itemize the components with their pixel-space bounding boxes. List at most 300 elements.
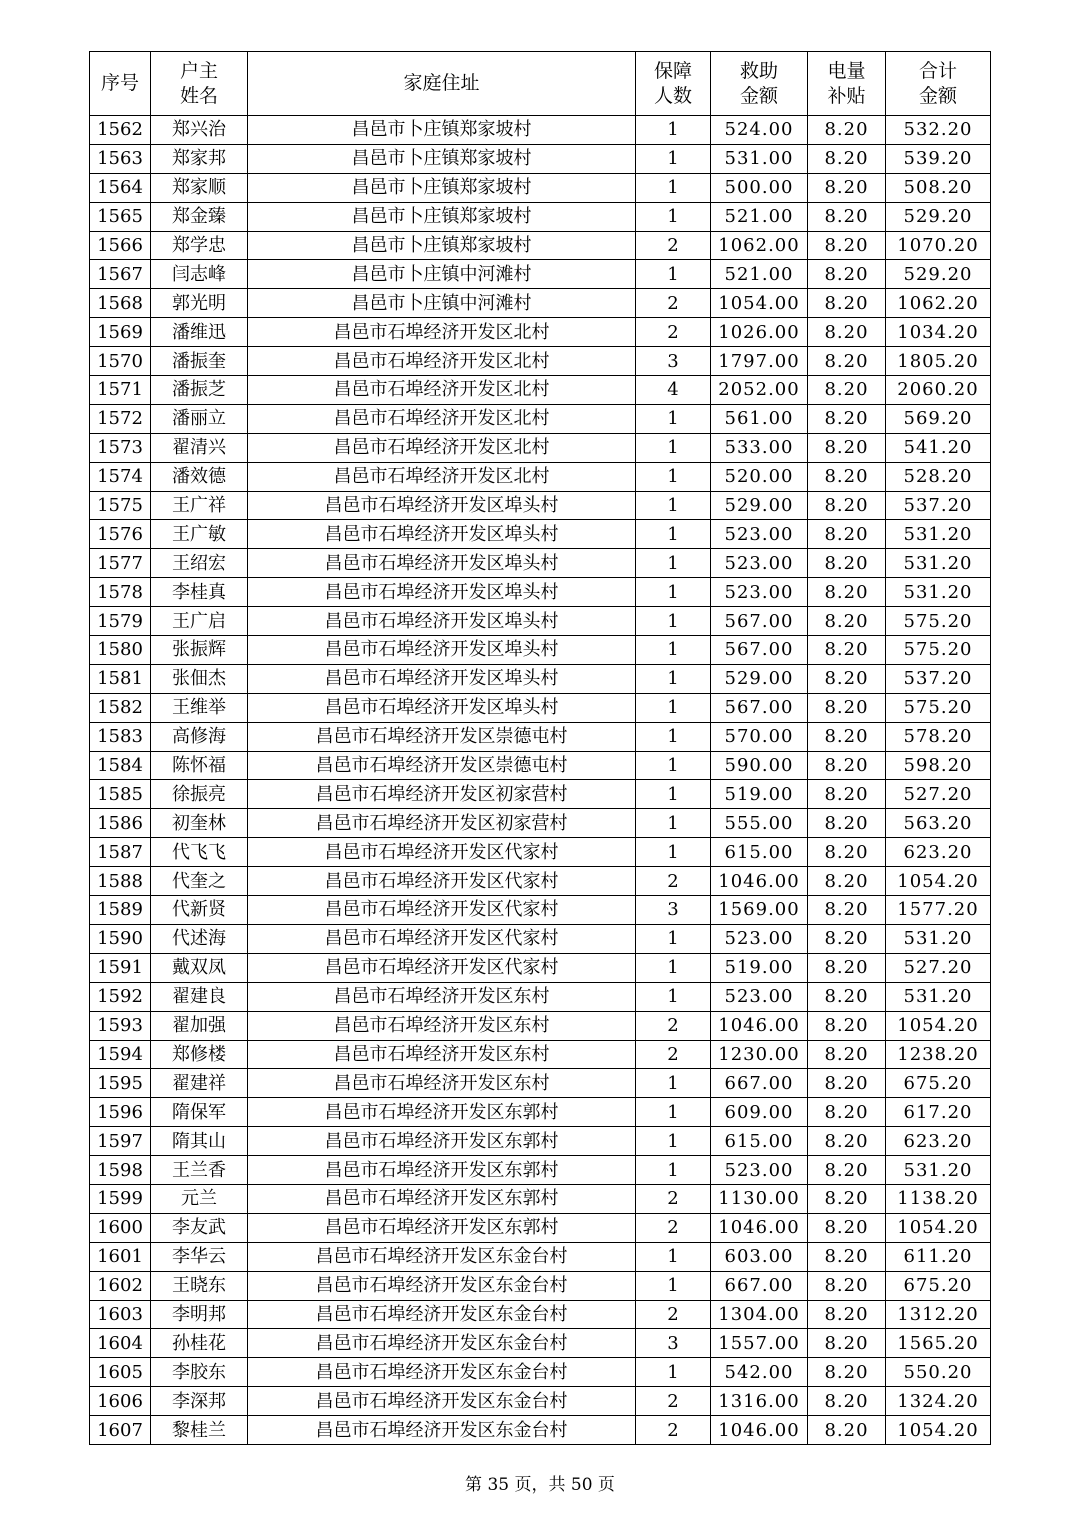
cell-persons: 1 <box>636 751 711 780</box>
cell-subsidy: 8.20 <box>808 1156 886 1185</box>
cell-name: 张振辉 <box>151 636 248 665</box>
cell-relief: 521.00 <box>711 260 808 289</box>
cell-address: 昌邑市石埠经济开发区东金台村 <box>248 1271 636 1300</box>
table-row <box>90 809 991 838</box>
table-row <box>90 1156 991 1185</box>
cell-subsidy: 8.20 <box>808 838 886 867</box>
cell-name: 王维举 <box>151 693 248 722</box>
cell-seq: 1601 <box>90 1242 151 1271</box>
cell-seq: 1583 <box>90 722 151 751</box>
cell-persons: 1 <box>636 809 711 838</box>
cell-subsidy: 8.20 <box>808 202 886 231</box>
cell-relief: 615.00 <box>711 838 808 867</box>
cell-persons: 1 <box>636 1271 711 1300</box>
cell-persons: 1 <box>636 838 711 867</box>
cell-address: 昌邑市卜庄镇郑家坡村 <box>248 116 636 145</box>
cell-relief: 523.00 <box>711 520 808 549</box>
cell-subsidy: 8.20 <box>808 1098 886 1127</box>
cell-persons: 2 <box>636 1387 711 1416</box>
cell-address: 昌邑市石埠经济开发区东村 <box>248 1069 636 1098</box>
table-row <box>90 578 991 607</box>
table-row <box>90 404 991 433</box>
cell-total: 529.20 <box>886 260 991 289</box>
cell-seq: 1599 <box>90 1184 151 1213</box>
cell-address: 昌邑市石埠经济开发区埠头村 <box>248 607 636 636</box>
cell-name: 李深邦 <box>151 1387 248 1416</box>
cell-subsidy: 8.20 <box>808 144 886 173</box>
cell-seq: 1568 <box>90 289 151 318</box>
cell-seq: 1569 <box>90 318 151 347</box>
cell-subsidy: 8.20 <box>808 318 886 347</box>
cell-address: 昌邑市石埠经济开发区东郭村 <box>248 1213 636 1242</box>
cell-seq: 1572 <box>90 404 151 433</box>
cell-relief: 1046.00 <box>711 1011 808 1040</box>
table-row <box>90 289 991 318</box>
cell-seq: 1573 <box>90 433 151 462</box>
cell-persons: 1 <box>636 202 711 231</box>
cell-subsidy: 8.20 <box>808 1387 886 1416</box>
cell-subsidy: 8.20 <box>808 347 886 376</box>
cell-persons: 1 <box>636 636 711 665</box>
header-address: 家庭住址 <box>248 52 636 116</box>
cell-name: 初奎林 <box>151 809 248 838</box>
header-seq: 序号 <box>90 52 151 116</box>
cell-name: 郭光明 <box>151 289 248 318</box>
cell-total: 532.20 <box>886 116 991 145</box>
cell-address: 昌邑市石埠经济开发区埠头村 <box>248 520 636 549</box>
cell-name: 王广敏 <box>151 520 248 549</box>
cell-total: 575.20 <box>886 636 991 665</box>
table-row <box>90 924 991 953</box>
cell-total: 527.20 <box>886 953 991 982</box>
cell-name: 潘丽立 <box>151 404 248 433</box>
cell-persons: 2 <box>636 318 711 347</box>
cell-total: 611.20 <box>886 1242 991 1271</box>
cell-address: 昌邑市石埠经济开发区代家村 <box>248 924 636 953</box>
cell-seq: 1596 <box>90 1098 151 1127</box>
table-row <box>90 1127 991 1156</box>
cell-seq: 1582 <box>90 693 151 722</box>
cell-relief: 521.00 <box>711 202 808 231</box>
cell-persons: 3 <box>636 896 711 925</box>
table-row <box>90 953 991 982</box>
cell-total: 1805.20 <box>886 347 991 376</box>
cell-seq: 1574 <box>90 462 151 491</box>
cell-seq: 1584 <box>90 751 151 780</box>
cell-total: 531.20 <box>886 1156 991 1185</box>
table-row <box>90 347 991 376</box>
cell-seq: 1598 <box>90 1156 151 1185</box>
cell-total: 1324.20 <box>886 1387 991 1416</box>
cell-relief: 523.00 <box>711 982 808 1011</box>
table-row <box>90 1213 991 1242</box>
cell-total: 578.20 <box>886 722 991 751</box>
cell-address: 昌邑市石埠经济开发区东郭村 <box>248 1184 636 1213</box>
cell-persons: 1 <box>636 982 711 1011</box>
table-row <box>90 1271 991 1300</box>
cell-total: 675.20 <box>886 1271 991 1300</box>
cell-total: 541.20 <box>886 433 991 462</box>
cell-name: 翟建良 <box>151 982 248 1011</box>
cell-name: 翟清兴 <box>151 433 248 462</box>
cell-address: 昌邑市石埠经济开发区东金台村 <box>248 1300 636 1329</box>
header-total: 合计 金额 <box>886 52 991 116</box>
cell-name: 戴双凤 <box>151 953 248 982</box>
cell-total: 1312.20 <box>886 1300 991 1329</box>
table-row <box>90 1358 991 1387</box>
cell-total: 1034.20 <box>886 318 991 347</box>
cell-subsidy: 8.20 <box>808 1358 886 1387</box>
cell-address: 昌邑市石埠经济开发区东金台村 <box>248 1416 636 1445</box>
cell-persons: 1 <box>636 1358 711 1387</box>
cell-name: 黎桂兰 <box>151 1416 248 1445</box>
table-row <box>90 1098 991 1127</box>
cell-address: 昌邑市石埠经济开发区埠头村 <box>248 693 636 722</box>
cell-persons: 1 <box>636 144 711 173</box>
cell-total: 531.20 <box>886 549 991 578</box>
table-row <box>90 520 991 549</box>
cell-relief: 615.00 <box>711 1127 808 1156</box>
cell-total: 531.20 <box>886 578 991 607</box>
cell-total: 527.20 <box>886 780 991 809</box>
cell-name: 郑金臻 <box>151 202 248 231</box>
cell-address: 昌邑市石埠经济开发区代家村 <box>248 867 636 896</box>
cell-relief: 561.00 <box>711 404 808 433</box>
cell-seq: 1600 <box>90 1213 151 1242</box>
cell-address: 昌邑市卜庄镇郑家坡村 <box>248 231 636 260</box>
cell-seq: 1593 <box>90 1011 151 1040</box>
cell-persons: 1 <box>636 173 711 202</box>
cell-persons: 1 <box>636 578 711 607</box>
cell-relief: 1316.00 <box>711 1387 808 1416</box>
cell-total: 575.20 <box>886 693 991 722</box>
cell-subsidy: 8.20 <box>808 607 886 636</box>
cell-name: 李桂真 <box>151 578 248 607</box>
cell-address: 昌邑市石埠经济开发区东金台村 <box>248 1358 636 1387</box>
cell-address: 昌邑市石埠经济开发区东村 <box>248 1040 636 1069</box>
cell-relief: 520.00 <box>711 462 808 491</box>
cell-name: 王晓东 <box>151 1271 248 1300</box>
cell-relief: 533.00 <box>711 433 808 462</box>
cell-seq: 1604 <box>90 1329 151 1358</box>
cell-relief: 1569.00 <box>711 896 808 925</box>
cell-seq: 1564 <box>90 173 151 202</box>
cell-subsidy: 8.20 <box>808 578 886 607</box>
cell-total: 529.20 <box>886 202 991 231</box>
cell-subsidy: 8.20 <box>808 664 886 693</box>
cell-total: 1062.20 <box>886 289 991 318</box>
cell-address: 昌邑市石埠经济开发区北村 <box>248 347 636 376</box>
cell-name: 王绍宏 <box>151 549 248 578</box>
cell-name: 李友武 <box>151 1213 248 1242</box>
table-row <box>90 1069 991 1098</box>
cell-relief: 1026.00 <box>711 318 808 347</box>
cell-name: 翟建祥 <box>151 1069 248 1098</box>
cell-name: 代飞飞 <box>151 838 248 867</box>
cell-relief: 500.00 <box>711 173 808 202</box>
cell-name: 元兰 <box>151 1184 248 1213</box>
header-name: 户主 姓名 <box>151 52 248 116</box>
cell-address: 昌邑市石埠经济开发区东村 <box>248 982 636 1011</box>
cell-address: 昌邑市石埠经济开发区埠头村 <box>248 636 636 665</box>
table-row <box>90 780 991 809</box>
cell-address: 昌邑市石埠经济开发区北村 <box>248 462 636 491</box>
table-row <box>90 636 991 665</box>
cell-persons: 1 <box>636 780 711 809</box>
cell-address: 昌邑市石埠经济开发区北村 <box>248 433 636 462</box>
cell-address: 昌邑市卜庄镇中河滩村 <box>248 289 636 318</box>
cell-address: 昌邑市石埠经济开发区崇德屯村 <box>248 751 636 780</box>
cell-subsidy: 8.20 <box>808 520 886 549</box>
cell-persons: 2 <box>636 1213 711 1242</box>
cell-total: 623.20 <box>886 838 991 867</box>
table-row <box>90 838 991 867</box>
cell-persons: 3 <box>636 347 711 376</box>
table-row <box>90 144 991 173</box>
cell-total: 1138.20 <box>886 1184 991 1213</box>
table-row <box>90 1387 991 1416</box>
cell-persons: 1 <box>636 1156 711 1185</box>
cell-relief: 523.00 <box>711 924 808 953</box>
cell-relief: 555.00 <box>711 809 808 838</box>
cell-name: 翟加强 <box>151 1011 248 1040</box>
cell-total: 1565.20 <box>886 1329 991 1358</box>
cell-subsidy: 8.20 <box>808 116 886 145</box>
cell-seq: 1563 <box>90 144 151 173</box>
cell-seq: 1597 <box>90 1127 151 1156</box>
table-row <box>90 896 991 925</box>
table-row <box>90 260 991 289</box>
table-row <box>90 1184 991 1213</box>
cell-name: 郑家顺 <box>151 173 248 202</box>
cell-subsidy: 8.20 <box>808 1127 886 1156</box>
cell-persons: 1 <box>636 549 711 578</box>
cell-persons: 1 <box>636 722 711 751</box>
table-row <box>90 549 991 578</box>
cell-subsidy: 8.20 <box>808 809 886 838</box>
cell-name: 郑家邦 <box>151 144 248 173</box>
cell-persons: 1 <box>636 520 711 549</box>
cell-total: 623.20 <box>886 1127 991 1156</box>
cell-name: 王兰香 <box>151 1156 248 1185</box>
cell-relief: 1062.00 <box>711 231 808 260</box>
cell-relief: 524.00 <box>711 116 808 145</box>
cell-relief: 542.00 <box>711 1358 808 1387</box>
cell-total: 531.20 <box>886 520 991 549</box>
cell-total: 1070.20 <box>886 231 991 260</box>
cell-subsidy: 8.20 <box>808 722 886 751</box>
cell-name: 徐振亮 <box>151 780 248 809</box>
cell-address: 昌邑市石埠经济开发区初家营村 <box>248 809 636 838</box>
cell-relief: 523.00 <box>711 578 808 607</box>
table-row <box>90 1300 991 1329</box>
cell-persons: 2 <box>636 867 711 896</box>
table-row <box>90 231 991 260</box>
cell-name: 代述海 <box>151 924 248 953</box>
cell-address: 昌邑市石埠经济开发区东金台村 <box>248 1329 636 1358</box>
cell-relief: 1130.00 <box>711 1184 808 1213</box>
cell-total: 1054.20 <box>886 867 991 896</box>
cell-seq: 1565 <box>90 202 151 231</box>
table-row <box>90 462 991 491</box>
cell-total: 1054.20 <box>886 1416 991 1445</box>
cell-address: 昌邑市石埠经济开发区代家村 <box>248 838 636 867</box>
cell-name: 李明邦 <box>151 1300 248 1329</box>
table-row <box>90 982 991 1011</box>
cell-subsidy: 8.20 <box>808 549 886 578</box>
cell-seq: 1586 <box>90 809 151 838</box>
cell-relief: 609.00 <box>711 1098 808 1127</box>
table-row <box>90 1242 991 1271</box>
cell-name: 潘维迅 <box>151 318 248 347</box>
cell-subsidy: 8.20 <box>808 780 886 809</box>
cell-total: 508.20 <box>886 173 991 202</box>
cell-relief: 2052.00 <box>711 376 808 405</box>
header-persons: 保障 人数 <box>636 52 711 116</box>
cell-total: 550.20 <box>886 1358 991 1387</box>
cell-persons: 2 <box>636 1300 711 1329</box>
cell-name: 隋其山 <box>151 1127 248 1156</box>
cell-subsidy: 8.20 <box>808 953 886 982</box>
cell-name: 孙桂花 <box>151 1329 248 1358</box>
cell-seq: 1587 <box>90 838 151 867</box>
cell-name: 闫志峰 <box>151 260 248 289</box>
cell-name: 李华云 <box>151 1242 248 1271</box>
cell-persons: 2 <box>636 1011 711 1040</box>
cell-seq: 1607 <box>90 1416 151 1445</box>
cell-subsidy: 8.20 <box>808 491 886 520</box>
cell-address: 昌邑市石埠经济开发区崇德屯村 <box>248 722 636 751</box>
cell-total: 569.20 <box>886 404 991 433</box>
cell-relief: 590.00 <box>711 751 808 780</box>
cell-subsidy: 8.20 <box>808 462 886 491</box>
cell-relief: 1557.00 <box>711 1329 808 1358</box>
cell-seq: 1606 <box>90 1387 151 1416</box>
table-row <box>90 116 991 145</box>
table-row <box>90 664 991 693</box>
cell-name: 王广启 <box>151 607 248 636</box>
cell-seq: 1567 <box>90 260 151 289</box>
cell-seq: 1580 <box>90 636 151 665</box>
cell-subsidy: 8.20 <box>808 924 886 953</box>
document-page <box>89 51 990 1445</box>
cell-subsidy: 8.20 <box>808 376 886 405</box>
table-row <box>90 1011 991 1040</box>
cell-seq: 1570 <box>90 347 151 376</box>
cell-subsidy: 8.20 <box>808 173 886 202</box>
cell-subsidy: 8.20 <box>808 1040 886 1069</box>
cell-name: 隋保军 <box>151 1098 248 1127</box>
cell-persons: 1 <box>636 693 711 722</box>
cell-persons: 2 <box>636 1416 711 1445</box>
cell-relief: 523.00 <box>711 549 808 578</box>
cell-address: 昌邑市石埠经济开发区埠头村 <box>248 578 636 607</box>
cell-name: 潘振芝 <box>151 376 248 405</box>
cell-name: 郑学忠 <box>151 231 248 260</box>
cell-subsidy: 8.20 <box>808 1011 886 1040</box>
cell-relief: 529.00 <box>711 491 808 520</box>
cell-total: 617.20 <box>886 1098 991 1127</box>
cell-seq: 1592 <box>90 982 151 1011</box>
cell-seq: 1585 <box>90 780 151 809</box>
cell-subsidy: 8.20 <box>808 982 886 1011</box>
cell-relief: 1046.00 <box>711 1416 808 1445</box>
cell-address: 昌邑市石埠经济开发区北村 <box>248 318 636 347</box>
cell-total: 675.20 <box>886 1069 991 1098</box>
cell-seq: 1590 <box>90 924 151 953</box>
cell-relief: 523.00 <box>711 1156 808 1185</box>
cell-name: 郑修楼 <box>151 1040 248 1069</box>
cell-name: 李胶东 <box>151 1358 248 1387</box>
cell-persons: 1 <box>636 1242 711 1271</box>
cell-total: 1238.20 <box>886 1040 991 1069</box>
cell-relief: 667.00 <box>711 1069 808 1098</box>
cell-relief: 570.00 <box>711 722 808 751</box>
cell-name: 陈怀福 <box>151 751 248 780</box>
table-row <box>90 693 991 722</box>
cell-subsidy: 8.20 <box>808 896 886 925</box>
cell-seq: 1576 <box>90 520 151 549</box>
cell-relief: 1797.00 <box>711 347 808 376</box>
cell-seq: 1578 <box>90 578 151 607</box>
cell-subsidy: 8.20 <box>808 1213 886 1242</box>
cell-total: 528.20 <box>886 462 991 491</box>
cell-persons: 1 <box>636 462 711 491</box>
cell-subsidy: 8.20 <box>808 433 886 462</box>
cell-total: 563.20 <box>886 809 991 838</box>
cell-total: 598.20 <box>886 751 991 780</box>
cell-relief: 603.00 <box>711 1242 808 1271</box>
cell-seq: 1581 <box>90 664 151 693</box>
cell-persons: 1 <box>636 491 711 520</box>
cell-name: 潘振奎 <box>151 347 248 376</box>
cell-address: 昌邑市石埠经济开发区东郭村 <box>248 1127 636 1156</box>
cell-relief: 1046.00 <box>711 1213 808 1242</box>
cell-persons: 1 <box>636 1098 711 1127</box>
cell-persons: 1 <box>636 116 711 145</box>
cell-seq: 1595 <box>90 1069 151 1098</box>
table-row <box>90 376 991 405</box>
cell-relief: 531.00 <box>711 144 808 173</box>
table-row <box>90 867 991 896</box>
header-relief: 救助 金额 <box>711 52 808 116</box>
cell-seq: 1575 <box>90 491 151 520</box>
cell-subsidy: 8.20 <box>808 1300 886 1329</box>
cell-persons: 1 <box>636 260 711 289</box>
cell-relief: 529.00 <box>711 664 808 693</box>
cell-persons: 2 <box>636 289 711 318</box>
cell-total: 531.20 <box>886 924 991 953</box>
cell-seq: 1562 <box>90 116 151 145</box>
cell-address: 昌邑市石埠经济开发区代家村 <box>248 953 636 982</box>
table-row <box>90 1329 991 1358</box>
cell-address: 昌邑市石埠经济开发区北村 <box>248 376 636 405</box>
cell-address: 昌邑市石埠经济开发区北村 <box>248 404 636 433</box>
cell-seq: 1603 <box>90 1300 151 1329</box>
table-row <box>90 722 991 751</box>
cell-persons: 1 <box>636 953 711 982</box>
table-row <box>90 202 991 231</box>
table-row <box>90 433 991 462</box>
cell-name: 郑兴治 <box>151 116 248 145</box>
cell-seq: 1591 <box>90 953 151 982</box>
cell-address: 昌邑市石埠经济开发区东金台村 <box>248 1242 636 1271</box>
cell-name: 潘效德 <box>151 462 248 491</box>
cell-subsidy: 8.20 <box>808 636 886 665</box>
cell-address: 昌邑市石埠经济开发区东金台村 <box>248 1387 636 1416</box>
cell-persons: 2 <box>636 231 711 260</box>
cell-relief: 519.00 <box>711 780 808 809</box>
